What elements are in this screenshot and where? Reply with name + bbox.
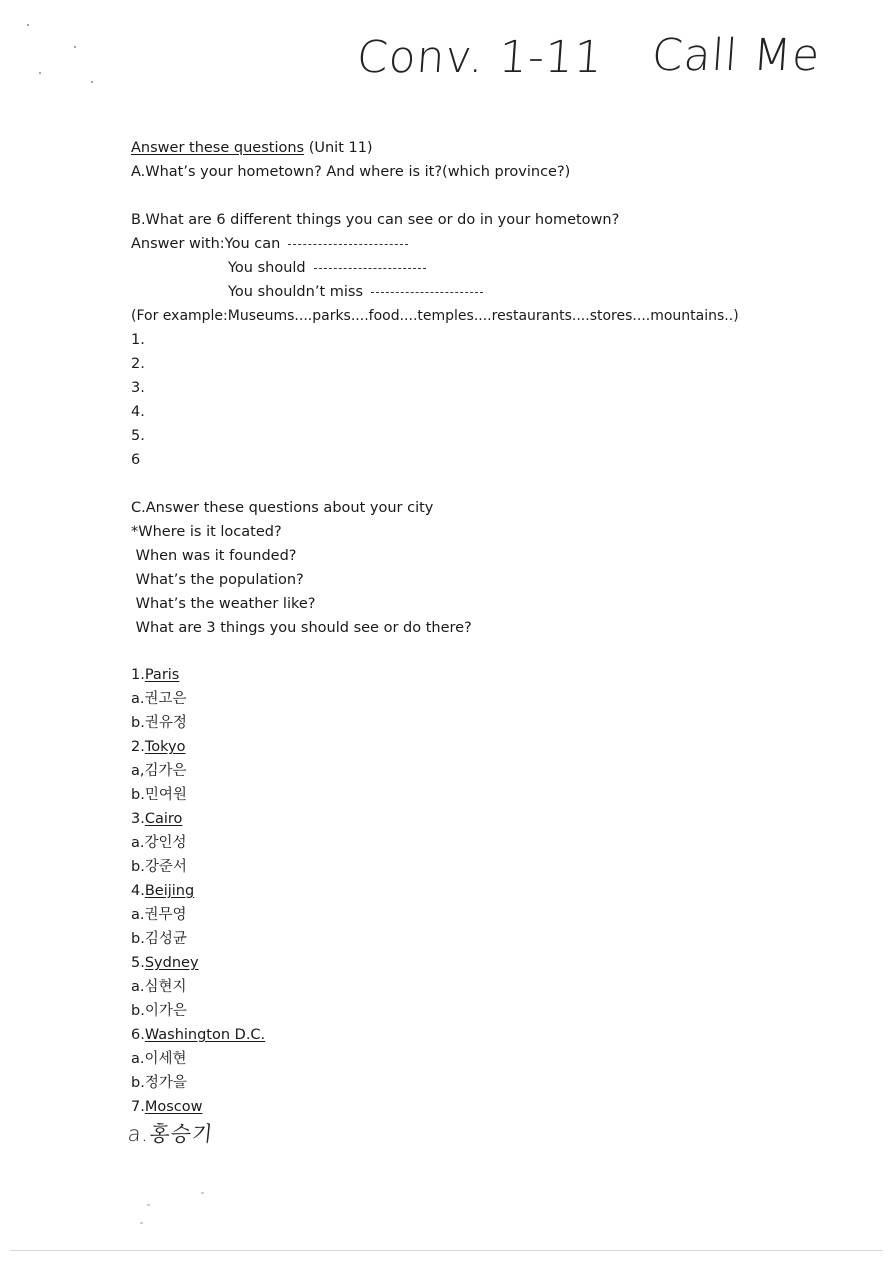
- student-a: a.심현지: [131, 979, 187, 995]
- section-c-question: What are 3 things you should see or do there?: [131, 620, 472, 636]
- answer-number: 1.: [131, 332, 145, 348]
- student-a: a.권무영: [131, 907, 187, 923]
- city-number: 7.: [131, 1099, 145, 1115]
- prompt-you-can: You can: [224, 236, 281, 252]
- prompt-line: [228, 283, 483, 301]
- student-a-handwritten: a.홍승기: [126, 1122, 215, 1146]
- answer-number: 4.: [131, 404, 145, 420]
- scan-edge: [10, 1250, 883, 1251]
- city-heading: [131, 810, 182, 828]
- student-b: b.정가을: [131, 1075, 187, 1091]
- answer-number: 3.: [131, 380, 145, 396]
- student-b: b.이가은: [131, 1003, 187, 1019]
- scan-speck: [91, 81, 93, 83]
- prompt-you-should: You should: [228, 260, 306, 276]
- city-number: 2.: [131, 739, 145, 755]
- city-heading: [131, 882, 194, 900]
- blank-line: [288, 244, 408, 245]
- answer-number: 2.: [131, 356, 145, 372]
- prompt-you-shouldnt-miss: You shouldn’t miss: [228, 284, 363, 300]
- answer-with-line: [131, 235, 408, 253]
- student-a: a.이세현: [131, 1051, 187, 1067]
- city-number: 3.: [131, 811, 145, 827]
- city-name: Moscow: [144, 1099, 203, 1115]
- scan-speck: [201, 1192, 204, 1194]
- section-a-question: A.What’s your hometown? And where is it?(which province?): [131, 164, 571, 180]
- scan-speck: [147, 1204, 150, 1206]
- city-heading: [131, 954, 199, 972]
- student-b: b.민여원: [131, 787, 187, 803]
- section-c-title: C.Answer these questions about your city: [131, 500, 434, 516]
- blank-line: [371, 292, 483, 293]
- city-heading: [131, 1026, 265, 1044]
- answer-with-label: Answer with:: [131, 236, 225, 252]
- city-name: Paris: [144, 667, 180, 683]
- city-heading: [131, 738, 185, 756]
- city-number: 6.: [131, 1027, 145, 1043]
- intro-unit: (Unit 11): [308, 140, 373, 156]
- blank-line: [314, 268, 426, 269]
- city-number: 4.: [131, 883, 145, 899]
- city-name: Washington D.C.: [144, 1027, 266, 1043]
- handwritten-class-label: Conv. 1-11: [355, 32, 605, 83]
- city-heading: [131, 666, 179, 684]
- student-a: a.강인성: [131, 835, 187, 851]
- section-c-question: What’s the weather like?: [131, 596, 316, 612]
- city-name: Beijing: [144, 883, 195, 899]
- intro-line: [131, 139, 373, 157]
- section-c-question: *Where is it located?: [131, 524, 282, 540]
- city-heading: [131, 1098, 202, 1116]
- answer-number: 6: [131, 452, 141, 468]
- section-c-question: When was it founded?: [131, 548, 297, 564]
- scan-speck: [39, 72, 41, 74]
- student-b: b.김성균: [131, 931, 187, 947]
- city-number: 5.: [131, 955, 145, 971]
- city-number: 1.: [131, 667, 145, 683]
- city-name: Tokyo: [144, 739, 186, 755]
- scan-speck: [74, 46, 76, 48]
- student-a: a.권고은: [131, 691, 187, 707]
- intro-title: Answer these questions: [131, 140, 305, 156]
- city-name: Sydney: [144, 955, 199, 971]
- section-b-question: B.What are 6 different things you can see or do in your hometown?: [131, 212, 620, 228]
- handwritten-name: Call Me: [650, 30, 822, 81]
- answer-number: 5.: [131, 428, 145, 444]
- student-a: a,김가은: [131, 763, 187, 779]
- example-line: (For example:Museums....parks....food....temples....restaurants....stores....mountains..): [131, 308, 739, 324]
- scan-speck: [140, 1222, 143, 1224]
- scan-speck: [27, 24, 29, 26]
- prompt-line: [228, 259, 426, 277]
- student-b: b.권유정: [131, 715, 187, 731]
- student-b: b.강준서: [131, 859, 187, 875]
- city-name: Cairo: [144, 811, 183, 827]
- section-c-question: What’s the population?: [131, 572, 304, 588]
